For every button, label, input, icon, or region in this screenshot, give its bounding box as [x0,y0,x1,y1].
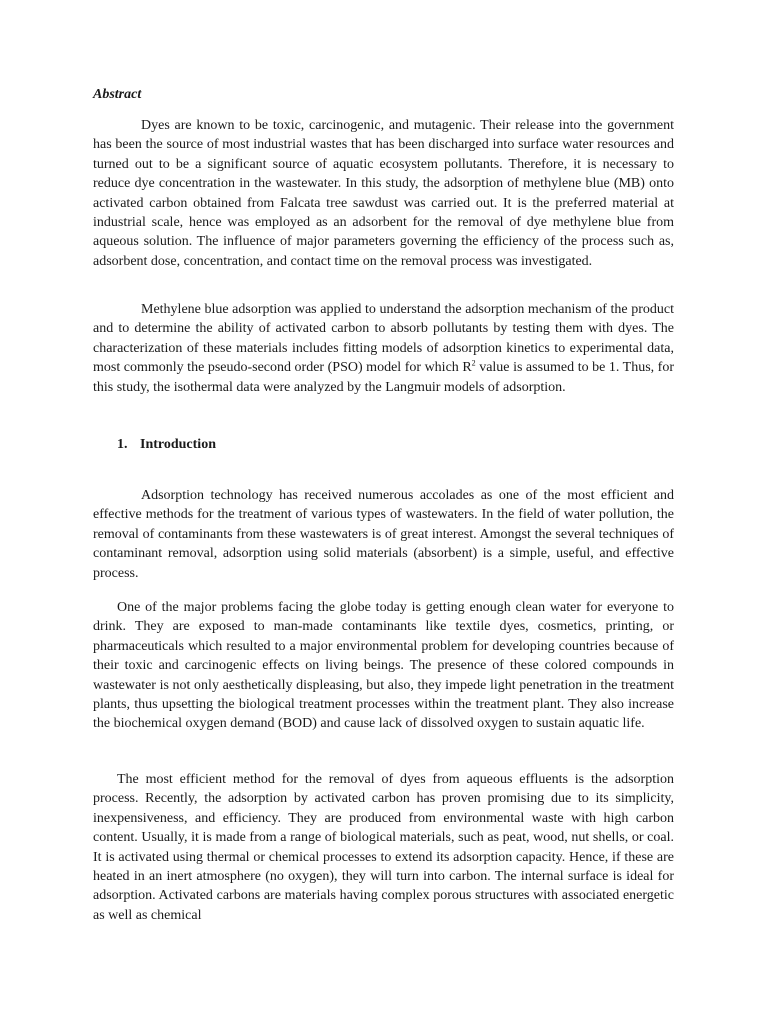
introduction-paragraph-2: One of the major problems facing the globe today is getting enough clean water for everyone to drink. They are exposed to man-made contaminants like textile dyes, cosmetics, printing, or pharmaceuticals which resulted to a major environmental problem for developing countries because of their toxic and carcinogenic effects on living beings. The presence of these colored compounds in wastewater is not only aesthetically displeasing, but also, they impede light penetration in the treatment plants, thus upsetting the biological treatment processes within the treatment plant. They also increase the biochemical oxygen demand (BOD) and cause lack of dissolved oxygen to sustain aquatic life. [93,600,674,732]
introduction-paragraph-1: Adsorption technology has received numerous accolades as one of the most efficient and effective methods for the treatment of various types of wastewaters. In the field of water pollution, the removal of contaminants from these wastewaters is of great interest. Amongst the several techniques of contaminant removal, adsorption using solid materials (absorbent) is a simple, useful, and effective process. [93,488,674,581]
abstract-paragraph-2-text: Methylene blue adsorption was applied to understand the adsorption mechanism of the product and to determine the ability of activated carbon to absorb pollutants by testing them with dyes. The characterization of these materials includes fitting models of adsorption kinetics to experimental data, most commonly the pseudo-second order (PSO) model for which R [93,302,674,376]
abstract-paragraph-2 [93,300,674,397]
abstract-heading: Abstract [93,87,142,102]
introduction-heading [117,437,216,453]
abstract-paragraph-1: Dyes are known to be toxic, carcinogenic, and mutagenic. Their release into the government has been the source of most industrial wastes that has been discharged into surface water resources and turned out to be a significant source of aquatic ecosystem pollutants. Therefore, it is necessary to reduce dye concentration in the wastewater. In this study, the adsorption of methylene blue (MB) onto activated carbon obtained from Falcata tree sawdust was carried out. It is the preferred material at industrial scale, hence was employed as an adsorbent for the removal of dye methylene blue from aqueous solution. The influence of major parameters governing the efficiency of the process such as, adsorbent dose, concentration, and contact time on the removal process was investigated. [93,118,674,269]
section-title: Introduction [140,437,216,452]
r-squared-superscript: 2 [471,358,476,368]
section-number: 1. [117,437,128,452]
introduction-paragraph-3: The most efficient method for the removal of dyes from aqueous effluents is the adsorption process. Recently, the adsorption by activated carbon has proven promising due to its simplicity, inexpensiveness, and efficiency. They are produced from environmental waste with high carbon content. Usually, it is made from a range of biological materials, such as peat, wood, nut shells, or coal. It is activated using thermal or chemical processes to extend its adsorption capacity. Hence, if these are heated in an inert atmosphere (no oxygen), they will turn into carbon. The internal surface is ideal for adsorption. Activated carbons are materials having complex porous structures with associated energetic as well as chemical [93,772,674,923]
abstract-paragraph-2-text-cont: value is assumed to be 1. Thus, for this study, the isothermal data were analyzed by the Langmuir models of adsorption. [93,360,675,395]
